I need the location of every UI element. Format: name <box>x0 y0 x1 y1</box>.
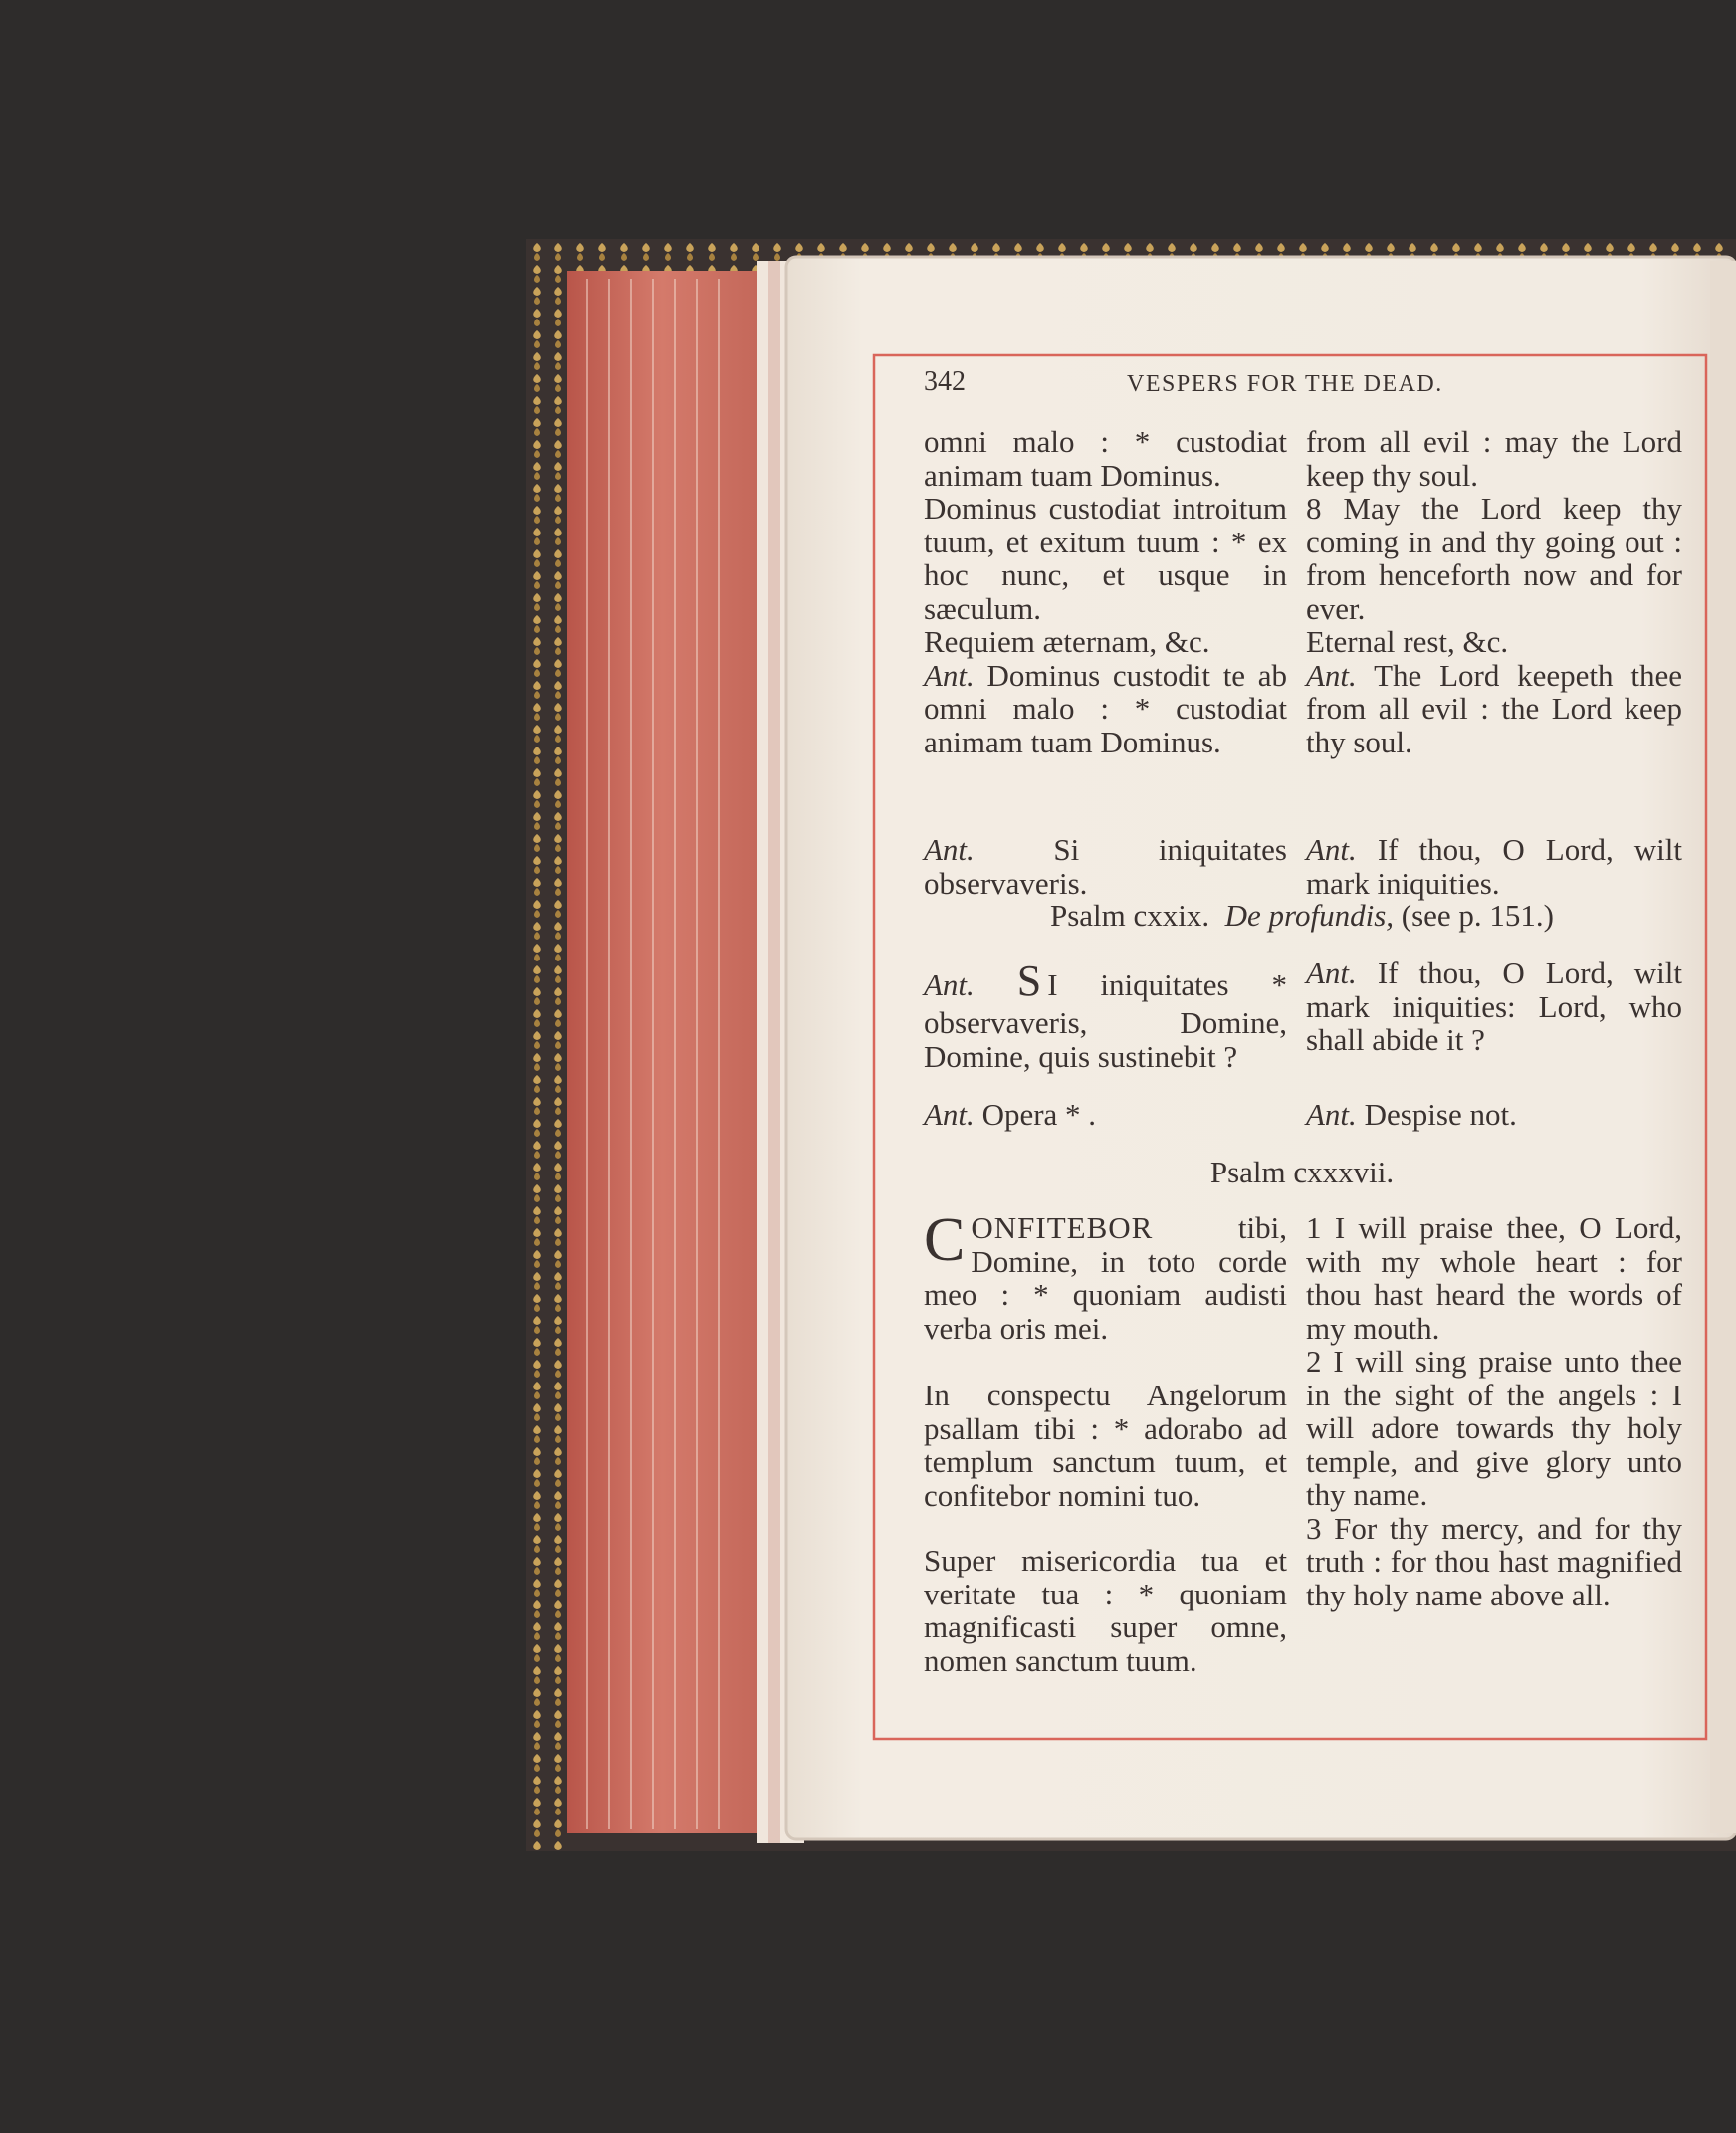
ant-label: Ant. <box>924 832 975 867</box>
psalm-title: Psalm cxxix. <box>1049 898 1210 933</box>
latin-conspectu <box>924 1379 1287 1512</box>
latin-para-1: omni malo : * custodiat animam tuam Dominus. <box>924 424 1287 493</box>
latin-antiphon-2 <box>924 833 1287 900</box>
running-title: VESPERS FOR THE DEAD. <box>1127 371 1443 397</box>
gilt-spine-edge <box>528 239 565 1851</box>
ant-text: I iniquitates * observaveris, Domine, Domine, quis sustinebit ? <box>924 967 1287 1074</box>
psalm-cxxix-heading <box>898 899 1706 933</box>
ant-label: Ant. <box>924 657 975 693</box>
latin-antiphon-4 <box>924 1098 1287 1132</box>
english-verse-1: 1 I will praise thee, O Lord, with my whole heart : for thou hast heard the words of my mouth. <box>1306 1210 1682 1346</box>
latin-antiphon-1 <box>924 659 1287 759</box>
psalm-cxxxvii-heading <box>898 1156 1706 1189</box>
ant-text: Si iniquitates observaveris. <box>924 832 1287 901</box>
page-edges <box>567 271 757 1833</box>
latin-para-super: Super misericordia tua et veritate tua : * quoniam magnificasti super omne, nomen sanctum tuum. <box>924 1543 1287 1678</box>
latin-super <box>924 1544 1287 1677</box>
psalm-reference: (see p. 151.) <box>1401 898 1554 933</box>
english-antiphon-1 <box>1306 659 1682 759</box>
latin-antiphon-3 <box>924 957 1287 1073</box>
psalm-title: Psalm cxxxvii. <box>1209 1155 1395 1189</box>
ant-text: The Lord keepeth thee from all evil : the Lord keep thy soul. <box>1306 657 1682 759</box>
running-header <box>898 365 1706 405</box>
ant-label: Ant. <box>1306 832 1357 867</box>
ant-text: If thou, O Lord, wilt mark iniquities. <box>1306 832 1682 901</box>
english-antiphon-3 <box>1306 957 1682 1057</box>
english-para-1: from all evil : may the Lord keep thy soul. <box>1306 424 1682 493</box>
psalm-incipit: De profundis, <box>1224 898 1395 933</box>
confitebor-text: tibi, Domine, in toto corde meo : * quoniam audisti verba oris mei. <box>924 1210 1287 1346</box>
ant-text: If thou, O Lord, wilt mark iniquities: Lord, who shall abide it ? <box>1306 956 1682 1057</box>
ant-label: Ant. <box>1306 1097 1357 1132</box>
english-para-2: 8 May the Lord keep thy coming in and thy going out : from henceforth now and for ever. <box>1306 491 1682 626</box>
english-para-3: Eternal rest, &c. <box>1306 624 1509 659</box>
ant-text: Dominus custodit te ab omni malo : * custodiat animam tuam Dominus. <box>924 657 1287 759</box>
latin-para-2: Dominus custodiat introitum tuum, et exitum tuum : * ex hoc nunc, et usque in sæculum. <box>924 491 1287 626</box>
english-verses <box>1306 1211 1682 1611</box>
latin-para-conspectu: In conspectu Angelorum psallam tibi : * adorabo ad templum sanctum tuum, et confitebor nomini tuo. <box>924 1378 1287 1513</box>
drop-cap: C <box>924 1206 966 1274</box>
ant-label: Ant. <box>1306 657 1357 693</box>
english-verse-2: 2 I will sing praise unto thee in the sight of the angels : I will adore towards thy holy temple, and give glory unto thy name. <box>1306 1344 1682 1512</box>
ant-label: Ant. <box>1306 956 1357 990</box>
ant-label: Ant. <box>924 1097 975 1132</box>
latin-para-3: Requiem æternam, &c. <box>924 624 1210 659</box>
latin-confitebor <box>924 1206 1287 1346</box>
english-antiphon-2 <box>1306 833 1682 900</box>
english-block-1 <box>1306 425 1682 758</box>
drop-cap: S <box>1016 957 1042 1005</box>
ant-text: Despise not. <box>1364 1097 1517 1132</box>
ant-label: Ant. <box>924 967 975 1002</box>
english-verse-3: 3 For thy mercy, and for thy truth : for thou hast magnified thy holy name above all. <box>1306 1510 1682 1612</box>
latin-block-1 <box>924 425 1287 758</box>
english-antiphon-4 <box>1306 1098 1682 1132</box>
page-text <box>898 365 1706 1729</box>
ant-text: Opera * . <box>981 1097 1097 1132</box>
page-number: 342 <box>924 366 966 397</box>
confitebor-caps: ONFITEBOR <box>971 1210 1154 1245</box>
